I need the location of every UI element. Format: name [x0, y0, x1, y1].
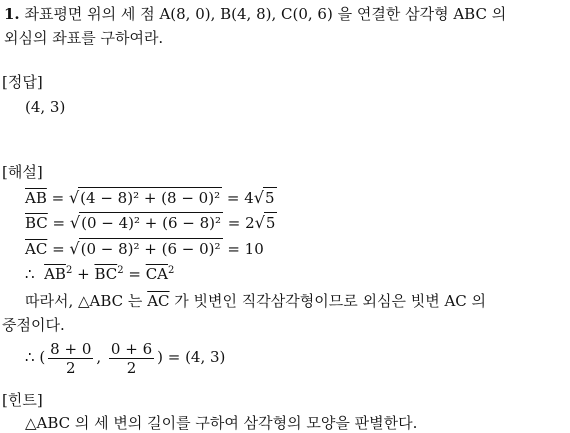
solution-text-line-2: 중점이다.	[2, 316, 65, 334]
segment-bc-squared: $\overline{BC}$	[94, 265, 118, 283]
sqrt-sign: √	[253, 188, 264, 207]
segment-bc: $\overline{BC}$	[25, 214, 48, 232]
bc-result-radicand: 5	[265, 214, 276, 232]
ab-radicand: (4 − 8)² + (8 − 0)²	[80, 189, 221, 207]
therefore-symbol-2: ∴	[25, 348, 35, 366]
solution-text-1a: 따라서, △ABC 는	[25, 292, 143, 310]
problem-number: 1.	[4, 5, 20, 23]
sqrt-sign: √	[68, 188, 80, 207]
problem-text-2: 외심의 좌표를 구하여라.	[4, 29, 164, 47]
solution-ac-line: $\overline{AC} = √(0 - 8)^2 + (6 - 0)^2 = 10$	[25, 239, 264, 258]
segment-ca-squared: $\overline{CA}$	[145, 265, 169, 283]
solution-header: [해설]	[2, 163, 43, 181]
bc-radicand: (0 − 4)² + (6 − 8)²	[81, 214, 222, 232]
ab-result-radicand: 5	[264, 189, 275, 207]
solution-ab-line: $\overline{AB} = √(4 - 8)^2 + (8 - 0)^2 = 4√5$	[25, 188, 275, 207]
solution-bc-line: $\overline{BC} = √(0 - 4)^2 + (6 - 8)^2 = 2√5$	[25, 213, 276, 232]
solution-text-line-1	[25, 291, 486, 311]
sqrt-sign: √	[69, 213, 81, 232]
ac-result: = 10	[227, 240, 264, 258]
ac-radicand: (0 − 8)² + (6 − 0)²	[80, 240, 221, 258]
hint-text: △ABC 의 세 변의 길이를 구하여 삼각형의 모양을 판별한다.	[25, 414, 418, 432]
midpoint-x-fraction: $\frac{8 + 0}{2}$	[50, 339, 92, 377]
bc-result: = 2	[227, 214, 255, 232]
hint-header: [힌트]	[2, 391, 43, 409]
segment-ab-squared: $\overline{AB}$	[44, 265, 66, 283]
midpoint-result: ) = (4, 3)	[157, 348, 226, 366]
sqrt-sign: √	[69, 239, 80, 258]
problem-text-1: 좌표평면 위의 세 점 A(8, 0), B(4, 8), C(0, 6) 을 연결한 삼각형 ABC 의	[24, 5, 507, 23]
sqrt-sign: √	[254, 213, 265, 232]
answer-header: [정답]	[2, 73, 43, 91]
answer-value: (4, 3)	[25, 98, 66, 116]
problem-line-2	[4, 28, 163, 48]
segment-ab: $\overline{AB}$	[25, 189, 47, 207]
solution-pythagoras-line: ∴ $\overline{AB}^2 + \overline{BC}^2 = \overline{CA}^2$	[25, 265, 175, 283]
segment-ac: $\overline{AC}$	[25, 240, 48, 258]
solution-midpoint-line: ∴ ( $\frac{8 + 0}{2}$ , $\frac{0 + 6}{2}$ ) = (4, 3)	[25, 339, 226, 377]
ab-result: = 4	[226, 189, 254, 207]
therefore-symbol: ∴	[25, 265, 35, 283]
segment-ac-hypotenuse: $\overline{AC}$	[147, 292, 170, 310]
problem-line-1	[4, 4, 506, 24]
midpoint-y-fraction: $\frac{0 + 6}{2}$	[110, 339, 153, 377]
solution-text-1b: 가 빗변인 직각삼각형이므로 외심은 빗변 AC 의	[174, 292, 487, 310]
